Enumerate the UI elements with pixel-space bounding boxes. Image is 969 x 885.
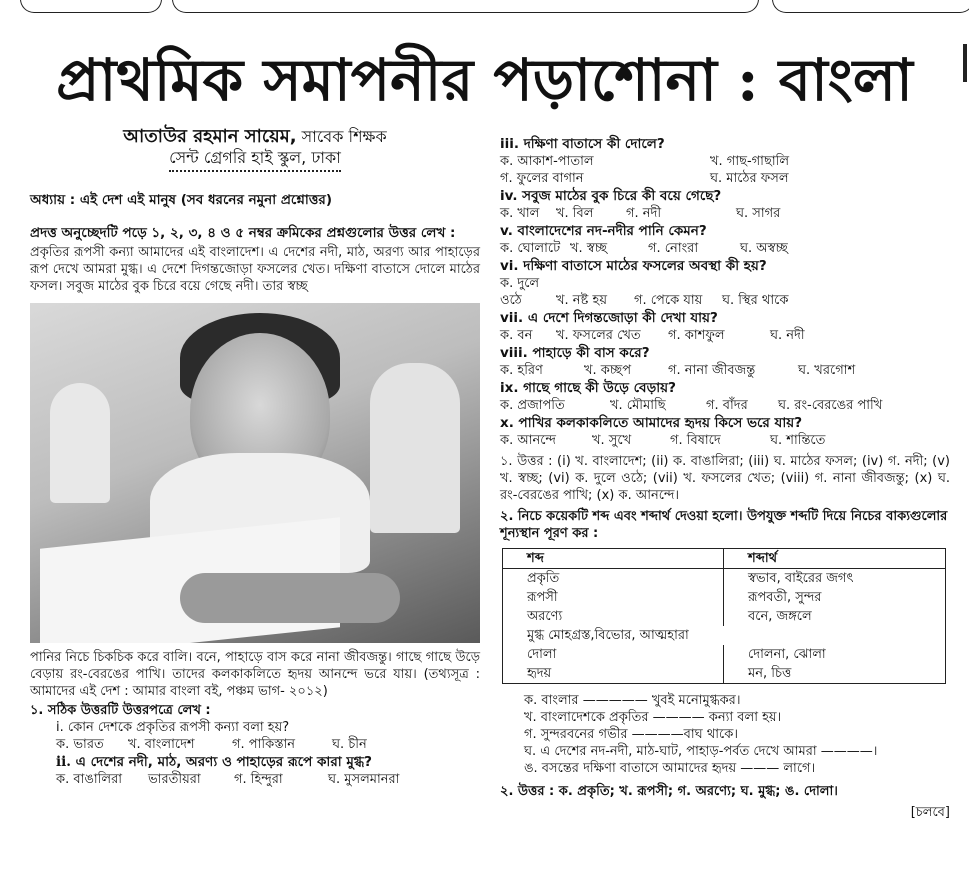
option: গ. পাকিস্তান — [232, 737, 296, 752]
option: ঘ. খরগোশ — [798, 363, 856, 378]
column-word: শব্দ — [503, 549, 724, 568]
question-text: ix. গাছে গাছে কী উড়ে বেড়ায়? — [500, 380, 676, 396]
question-text: v. বাংলাদেশের নদ-নদীর পানি কেমন? — [500, 223, 707, 239]
option: ক. আনন্দে — [500, 433, 556, 448]
option: খ. মৌমাছি — [610, 398, 666, 413]
question-options — [56, 771, 480, 788]
student-photo — [30, 303, 480, 643]
question-options — [500, 275, 950, 309]
option: গ. কাশফুল — [668, 328, 725, 343]
word-cell: দোলা — [503, 645, 724, 664]
fill-sentence: গ. সুন্দরবনের গভীর ————বাঘ থাকে। — [524, 727, 738, 742]
table-row — [503, 588, 945, 607]
meaning-cell: বনে, জঙ্গলে — [748, 609, 812, 624]
question-x — [500, 415, 950, 449]
answer-1: ১. উত্তর : (i) খ. বাংলাদেশ; (ii) ক. বাঙালিরা; (iii) ঘ. মাঠের ফসল; (iv) গ. নদী; (v) খ. স্বচ্ছ; (vi) ক. দুলে ওঠে; (vii) খ. ফসলের খেত; (viii) গ. নানা জীবজন্তু; (x) ঘ. রং-বেরঙের পাখি; (x) ক. আনন্দে। — [500, 454, 950, 503]
option: ঘ. শান্তিতে — [770, 433, 826, 448]
option: গ. ফুলের বাগান — [500, 171, 584, 186]
question-text: কোন দেশকে প্রকৃতির রূপসী কন্যা বলা হয়? — [67, 720, 290, 735]
option: গ. হিন্দুরা — [234, 772, 283, 787]
question-iii — [500, 136, 950, 187]
question-ix — [500, 380, 950, 414]
meaning-cell: মন, চিত্ত — [748, 666, 792, 681]
question-number: i. — [56, 720, 64, 735]
question-text: x. পাখির কলকাকলিতে আমাদের হৃদয় কিসে ভরে যায়? — [500, 415, 803, 431]
top-border — [0, 0, 969, 14]
chapter-heading: অধ্যায় : এই দেশ এই মানুষ (সব ধরনের নমুনা প্রশ্নোত্তর) — [30, 192, 332, 208]
table-body — [503, 569, 945, 683]
question-options — [56, 736, 480, 753]
instruction: প্রদত্ত অনুচ্ছেদটি পড়ে ১, ২, ৩, ৪ ও ৫ নম্বর ক্রমিকের প্রশ্নগুলোর উত্তর লেখ : — [30, 225, 456, 241]
option: ক. বাঙালিরা — [56, 772, 122, 787]
option: খ. বিল — [556, 206, 594, 221]
option: ক. বন — [500, 328, 533, 343]
option: খ. সুখে — [592, 433, 632, 448]
author-school — [30, 149, 480, 172]
question-options — [500, 205, 950, 222]
option: ঘ. স্থির থাকে — [722, 293, 789, 308]
option: ঘ. সাগর — [736, 206, 781, 221]
option: ঘ. অস্বচ্ছ — [740, 241, 788, 256]
photo-background-student-left — [50, 383, 110, 503]
option: ক. আকাশ-পাতাল — [500, 154, 594, 169]
right-column — [500, 135, 950, 821]
meaning-cell — [723, 626, 945, 645]
option: ঘ. রং-বেরঙের পাখি — [778, 398, 883, 413]
option: গ. নানা জীবজন্তু — [668, 363, 756, 378]
option: ক. হরিণ — [500, 363, 543, 378]
photo-arm — [180, 573, 400, 623]
question-options — [500, 327, 950, 344]
option: ঘ. চীন — [332, 737, 367, 752]
vocabulary-table — [502, 548, 946, 684]
option: ক. প্রজাপতি — [500, 398, 565, 413]
option: খ. ফসলের খেত — [556, 328, 641, 343]
question-text: vi. দক্ষিণা বাতাসে মাঠের ফসলের অবস্থা কী হয়? — [500, 258, 767, 274]
word-cell: রূপসী — [503, 588, 724, 607]
option: খ. গাছ-গাছালি — [710, 154, 790, 169]
left-column — [30, 128, 480, 788]
option: ঘ. মুসলমানরা — [328, 772, 400, 787]
option: ঘ. নদী — [770, 328, 805, 343]
question-text: vii. এ দেশে দিগন্তজোড়া কী দেখা যায়? — [500, 310, 718, 326]
question-vi — [500, 258, 950, 309]
word-cell: হৃদয় — [503, 664, 724, 683]
word-cell: মুগ্ধ মোহগ্রস্ত,বিভোর, আত্মহারা — [527, 628, 689, 643]
table-header — [503, 549, 945, 569]
question-viii — [500, 345, 950, 379]
question-options — [500, 240, 950, 257]
passage-part-1: প্রকৃতির রূপসী কন্যা আমাদের এই বাংলাদেশ। এ দেশের নদী, মাঠ, অরণ্য আর পাহাড়ের রূপ দেখে আমরা মুগ্ধ। এ দেশে দিগন্তজোড়া ফসলের খেত। দক্ষিণা বাতাসে দোলে মাঠের ফসল। সবুজ মাঠের বুক চিরে বয়ে গেছে নদী। তার স্বচ্ছ — [30, 245, 480, 294]
question-options — [500, 432, 950, 449]
table-row — [503, 664, 945, 683]
meaning-cell: স্বভাব, বাইরের জগৎ — [748, 571, 854, 586]
table-row — [503, 607, 945, 626]
option: গ. নোংরা — [648, 241, 699, 256]
option: ক. ভারত — [56, 737, 104, 752]
question-options — [500, 362, 950, 379]
question-vii — [500, 310, 950, 344]
page-title: প্রাথমিক সমাপনীর পড়াশোনা : বাংলা — [56, 46, 913, 114]
option: গ. বাঁদর — [706, 398, 748, 413]
table-row — [503, 569, 945, 588]
author-line — [30, 128, 480, 147]
meaning-cell: দোলনা, ঝোলা — [748, 647, 826, 662]
option: খ. কচ্ছপ — [584, 363, 632, 378]
question-iv — [500, 188, 950, 222]
question-text: iv. সবুজ মাঠের বুক চিরে কী বয়ে গেছে? — [500, 188, 722, 204]
fill-sentence: খ. বাংলাদেশকে প্রকৃতির ———— কন্যা বলা হয়। — [524, 710, 782, 725]
question-ii — [30, 754, 480, 788]
question-text: এ দেশের নদী, মাঠ, অরণ্য ও পাহাড়ের রূপে কারা মুগ্ধ? — [75, 754, 372, 770]
word-cell: অরণ্যে — [503, 607, 724, 626]
author-role: সাবেক শিক্ষক — [296, 127, 387, 146]
header-frame-center — [172, 0, 759, 13]
question-options — [500, 153, 950, 187]
question-list — [500, 136, 950, 449]
fill-sentence: ঙ. বসন্তের দক্ষিণা বাতাসে আমাদের হৃদয় ——— লাগে। — [524, 761, 816, 776]
section-2-heading: ২. নিচে কয়েকটি শব্দ এবং শব্দার্থ দেওয়া হলো। উপযুক্ত শব্দটি দিয়ে নিচের বাক্যগুলোর শূন্যস্থান পূরণ কর : — [500, 509, 948, 541]
fill-sentence: ক. বাংলার ————— খুবই মনোমুগ্ধকর। — [524, 693, 741, 708]
option: ক. দুলে ওঠে — [500, 276, 540, 308]
option: গ. নদী — [626, 206, 662, 221]
answer-2: ২. উত্তর : ক. প্রকৃতি; খ. রূপসী; গ. অরণ্যে; ঘ. মুগ্ধ; ঙ. দোলা। — [500, 784, 838, 799]
word-cell: প্রকৃতি — [503, 569, 724, 588]
option: খ. স্বচ্ছ — [570, 241, 608, 256]
table-row — [503, 626, 945, 645]
option: ক. খাল — [500, 206, 540, 221]
question-number: ii. — [56, 754, 71, 770]
passage-part-2: পানির নিচে চিকচিক করে বালি। বনে, পাহাড়ে বাস করে নানা জীবজন্তু। গাছে গাছে উড়ে বেড়ায় রং-বেরঙের পাখি। তাদের কলকাকলিতে হৃদয় আনন্দে ভরে যায়। (তথ্যসূত্র : আমাদের এই দেশ : আমার বাংলা বই, পঞ্চম ভাগ- ২০১২) — [30, 650, 480, 699]
option: ক. ঘোলাটে — [500, 241, 561, 256]
header-frame-right — [772, 0, 969, 13]
continued-note: [চলবে] — [910, 805, 950, 820]
option: খ. নষ্ট হয় — [556, 293, 607, 308]
option: খ. বাংলাদেশ — [128, 737, 195, 752]
author-name: আতাউর রহমান সায়েম, — [123, 126, 297, 147]
edge-bar — [963, 44, 967, 82]
option: ঘ. মাঠের ফসল — [710, 171, 789, 186]
photo-background-student-right — [370, 363, 460, 533]
fill-in-blanks — [500, 692, 950, 777]
question-v — [500, 223, 950, 257]
question-text: viii. পাহাড়ে কী বাস করে? — [500, 345, 650, 361]
fill-sentence: ঘ. এ দেশের নদ-নদী, মাঠ-ঘাট, পাহাড়-পর্বত দেখে আমরা ————। — [524, 744, 878, 759]
option: গ. পেকে যায় — [634, 293, 703, 308]
meaning-cell: রূপবতী, সুন্দর — [748, 590, 822, 605]
table-row — [503, 645, 945, 664]
option: ভারতীয়রা — [148, 772, 201, 787]
school-name: সেন্ট গ্রেগরি হাই স্কুল, ঢাকা — [169, 149, 341, 172]
section-1-heading: ১. সঠিক উত্তরটি উত্তরপত্রে লেখ : — [30, 703, 211, 718]
header-frame-left — [20, 0, 162, 13]
question-options — [500, 397, 950, 414]
option: গ. বিষাদে — [670, 433, 721, 448]
column-meaning: শব্দার্থ — [748, 551, 778, 566]
question-text: iii. দক্ষিণা বাতাসে কী দোলে? — [500, 136, 665, 152]
question-i — [30, 719, 480, 753]
